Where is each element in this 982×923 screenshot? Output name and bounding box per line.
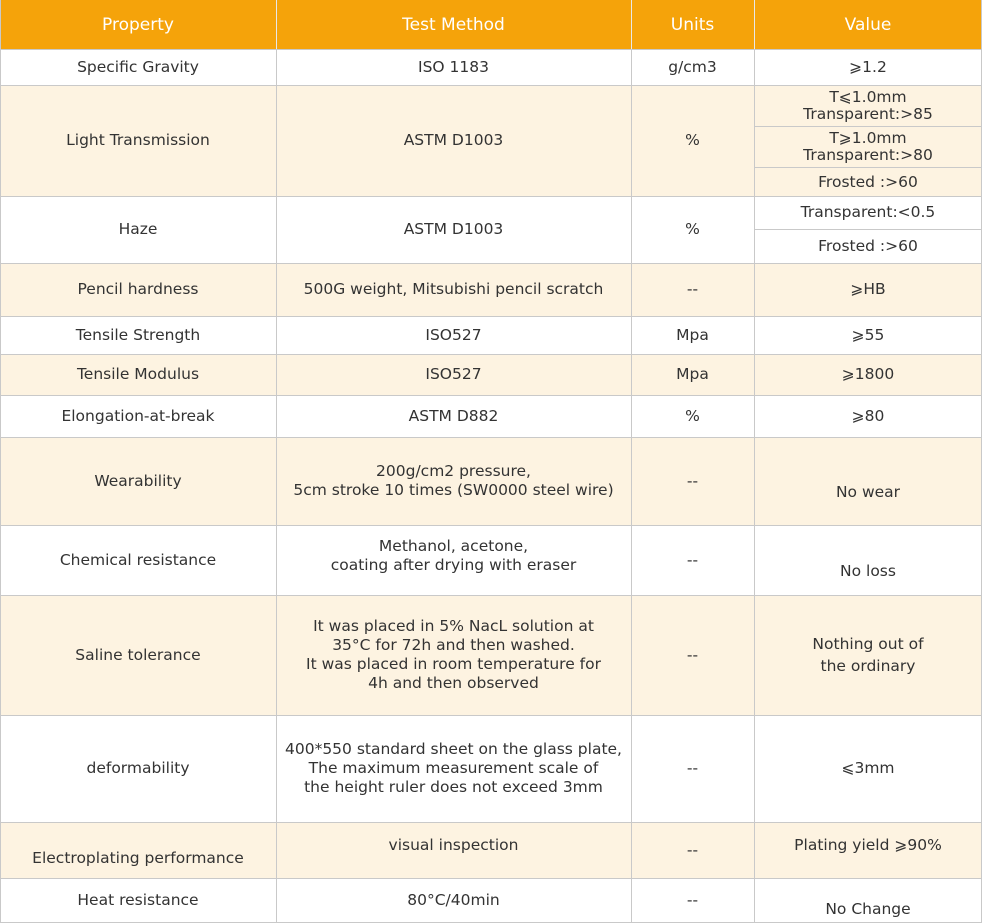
table-row xyxy=(0,595,982,715)
table-row xyxy=(0,437,982,525)
units-cell: -- xyxy=(686,645,699,664)
units-cell: -- xyxy=(686,840,699,859)
method-cell: 400*550 standard sheet on the glass plate, The maximum measurement scale of the height ruler does not exceed 3mm xyxy=(284,740,622,796)
value-subcell: T⩽1.0mm Transparent:>85 xyxy=(803,87,933,123)
property-cell: Pencil hardness xyxy=(77,280,199,298)
method-cell: Methanol, acetone, coating after drying with eraser xyxy=(330,537,577,574)
units-cell: % xyxy=(685,220,700,238)
units-cell: -- xyxy=(686,759,699,777)
units-cell: -- xyxy=(686,891,699,909)
header-method-label: Test Method xyxy=(402,14,505,35)
table-row xyxy=(0,525,982,595)
property-cell: Wearability xyxy=(94,471,182,490)
row-divider xyxy=(0,85,982,86)
units-cell: Mpa xyxy=(676,365,709,383)
row-divider xyxy=(0,263,982,264)
row-divider xyxy=(0,715,982,716)
value-cell: No wear xyxy=(835,482,901,501)
value-cell: Plating yield ⩾90% xyxy=(794,835,942,854)
row-divider xyxy=(0,395,982,396)
method-cell: visual inspection xyxy=(388,835,519,854)
header-test-method xyxy=(276,0,631,49)
method-cell: ASTM D1003 xyxy=(403,131,504,149)
table-row xyxy=(0,316,982,354)
column-divider xyxy=(631,0,632,49)
header-units-label: Units xyxy=(670,14,715,35)
row-divider xyxy=(0,595,982,596)
method-cell: ISO 1183 xyxy=(418,57,489,76)
value-cell: ⩾1.2 xyxy=(849,57,887,76)
property-cell: Heat resistance xyxy=(77,891,199,909)
property-cell: Electroplating performance xyxy=(32,848,244,867)
column-divider xyxy=(276,49,277,923)
row-divider xyxy=(0,316,982,317)
method-cell: 500G weight, Mitsubishi pencil scratch xyxy=(303,280,604,298)
method-cell: ISO527 xyxy=(425,365,482,383)
value-subcell: Transparent:<0.5 xyxy=(800,203,936,221)
column-divider xyxy=(0,0,1,923)
table-row xyxy=(0,878,982,923)
value-cell: ⩾HB xyxy=(850,280,886,298)
row-divider xyxy=(0,49,982,50)
header-value-label: Value xyxy=(844,14,892,35)
column-divider xyxy=(276,0,277,49)
row-divider xyxy=(0,525,982,526)
value-cell: ⩾55 xyxy=(851,325,885,344)
method-cell: 200g/cm2 pressure, 5cm stroke 10 times (SW0000 steel wire) xyxy=(293,462,614,499)
value-cell: Nothing out of the ordinary xyxy=(812,635,924,675)
units-cell: % xyxy=(685,131,700,149)
value-cell: No loss xyxy=(840,561,896,580)
method-cell: It was placed in 5% NacL solution at 35°C for 72h and then washed. It was placed in room temperature for 4h and then observed xyxy=(306,617,601,692)
value-cell: ⩾80 xyxy=(851,406,885,425)
table-row xyxy=(0,49,982,85)
method-cell: ASTM D882 xyxy=(408,406,499,425)
value-cell: ⩾1800 xyxy=(841,365,895,383)
method-cell: ASTM D1003 xyxy=(403,220,504,238)
table-row xyxy=(0,263,982,316)
property-cell: Tensile Strength xyxy=(75,325,201,344)
value-cell: ⩽3mm xyxy=(841,759,895,777)
column-divider xyxy=(631,49,632,923)
header-value xyxy=(754,0,982,49)
value-subcell: Frosted :>60 xyxy=(818,172,918,191)
value-cell: No Change xyxy=(825,900,911,918)
table-row xyxy=(0,715,982,822)
property-cell: Haze xyxy=(118,220,158,238)
header-units xyxy=(631,0,754,49)
value-subcell: T⩾1.0mm Transparent:>80 xyxy=(803,129,933,164)
units-cell: -- xyxy=(686,280,699,298)
method-cell: 80°C/40min xyxy=(407,891,500,909)
table-row xyxy=(0,395,982,437)
row-divider xyxy=(0,196,982,197)
column-divider xyxy=(754,0,755,49)
table-row xyxy=(0,85,982,196)
row-divider xyxy=(0,437,982,438)
header-property xyxy=(0,0,276,49)
units-cell: -- xyxy=(686,550,699,569)
property-cell: Specific Gravity xyxy=(77,57,199,76)
method-cell: ISO527 xyxy=(425,325,482,344)
property-cell: deformability xyxy=(86,759,190,777)
value-subcell: Frosted :>60 xyxy=(818,237,918,255)
table-row xyxy=(0,822,982,878)
units-cell: Mpa xyxy=(676,325,709,344)
table-row xyxy=(0,196,982,263)
property-cell: Saline tolerance xyxy=(75,645,201,664)
property-cell: Light Transmission xyxy=(66,131,210,149)
row-divider xyxy=(0,878,982,879)
property-cell: Chemical resistance xyxy=(59,550,217,569)
row-divider xyxy=(0,354,982,355)
units-cell: % xyxy=(685,406,700,425)
property-cell: Elongation-at-break xyxy=(61,406,215,425)
row-divider xyxy=(0,822,982,823)
header-property-label: Property xyxy=(102,14,174,35)
units-cell: g/cm3 xyxy=(668,57,717,76)
units-cell: -- xyxy=(686,471,699,490)
property-cell: Tensile Modulus xyxy=(76,365,200,383)
column-divider xyxy=(754,49,755,923)
table-row xyxy=(0,354,982,395)
